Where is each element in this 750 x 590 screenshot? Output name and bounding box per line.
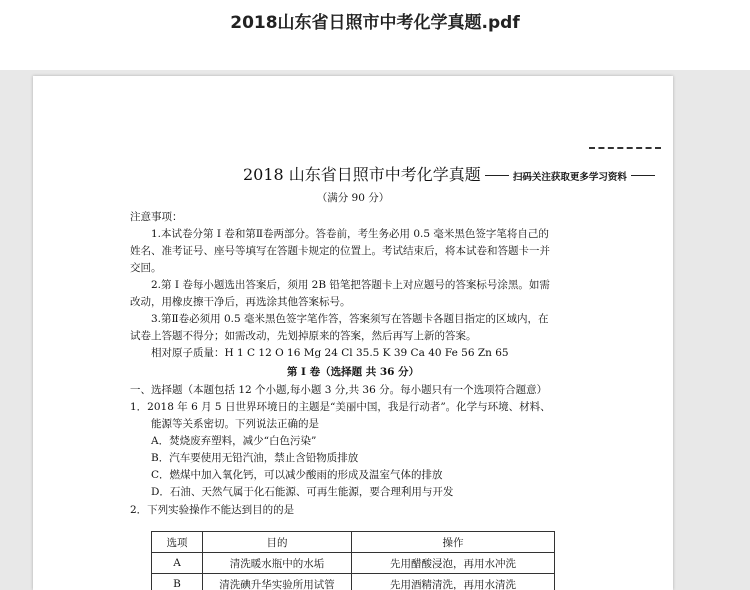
q1-stem-b: 能源等关系密切。下列说法正确的是 — [151, 418, 319, 430]
section-heading: 第 I 卷（选择题 共 36 分） — [286, 366, 420, 378]
paper-title-text: 2018 山东省日照市中考化学真题 — [243, 165, 481, 184]
table-cell: 清洗碘升华实验所用试管 — [203, 574, 352, 590]
header-rule — [589, 147, 661, 149]
table-header-operation: 操作 — [352, 532, 555, 553]
table-cell: 先用醋酸浸泡，再用水冲洗 — [352, 553, 555, 574]
atomic-mass-line: 相对原子质量：H 1 C 12 O 16 Mg 24 Cl 35.5 K 39 Ca 40 Fe 56 Zn 65 — [151, 347, 509, 359]
paper-title — [243, 162, 659, 185]
q1-option-c: C．燃煤中加入氧化钙，可以减少酸雨的形成及温室气体的排放 — [151, 469, 443, 481]
notice-3b: 试卷上答题不得分；如需改动，先划掉原来的答案，然后再写上新的答案。 — [130, 330, 477, 342]
table-row — [152, 553, 555, 574]
document-title: 2018山东省日照市中考化学真题.pdf — [230, 13, 520, 33]
notice-1a: 1.本试卷分第 I 卷和第Ⅱ卷两部分。答卷前，考生务必用 0.5 毫米黑色签字笔将自己的 — [151, 228, 549, 240]
notice-2a: 2.第 I 卷每小题选出答案后，须用 2B 铅笔把答题卡上对应题号的答案标号涂黑。如需 — [151, 279, 550, 291]
q1-option-b: B．汽车要使用无铅汽油，禁止含铅物质排放 — [151, 452, 359, 464]
table-header-purpose: 目的 — [203, 532, 352, 553]
notice-2b: 改动，用橡皮擦干净后，再选涂其他答案标号。 — [130, 296, 351, 308]
q2-stem: 2．下列实验操作不能达到目的的是 — [130, 504, 295, 516]
table-cell: A — [152, 553, 203, 574]
table-header-row — [152, 532, 555, 553]
notice-heading: 注意事项： — [130, 211, 183, 223]
q1-option-d: D．石油、天然气属于化石能源、可再生能源，要合理利用与开发 — [151, 486, 454, 498]
pdf-page[interactable] — [33, 76, 673, 590]
notice-1b: 姓名、准考证号、座号等填写在答题卡规定的位置上。考试结束后，将本试卷和答题卡一并 — [130, 245, 550, 257]
q1-stem-a: 1．2018 年 6 月 5 日世界环境日的主题是“美丽中国，我是行动者”。化学与环境、材料、 — [130, 401, 551, 413]
q1-option-a: A．焚烧废弃塑料，减少“白色污染” — [151, 435, 317, 447]
viewer-header — [0, 0, 750, 70]
mc-intro: 一、选择题（本题包括 12 个小题,每小题 3 分,共 36 分。每小题只有一个选项符合题意） — [130, 384, 548, 396]
q2-table — [151, 531, 555, 590]
promo-text: 扫码关注获取更多学习资料 — [512, 172, 627, 183]
table-row — [152, 574, 555, 590]
table-cell: 先用酒精清洗，再用水清洗 — [352, 574, 555, 590]
table-cell: B — [152, 574, 203, 590]
notice-1c: 交回。 — [130, 262, 162, 274]
table-cell: 清洗暖水瓶中的水垢 — [203, 553, 352, 574]
table-header-option: 选项 — [152, 532, 203, 553]
notice-3a: 3.第Ⅱ卷必须用 0.5 毫米黑色签字笔作答，答案须写在答题卡各题目指定的区域内，在 — [151, 313, 549, 325]
score-line: （满分 90 分） — [316, 192, 390, 204]
title-dash-right — [631, 175, 655, 176]
title-dash-left — [485, 175, 509, 176]
